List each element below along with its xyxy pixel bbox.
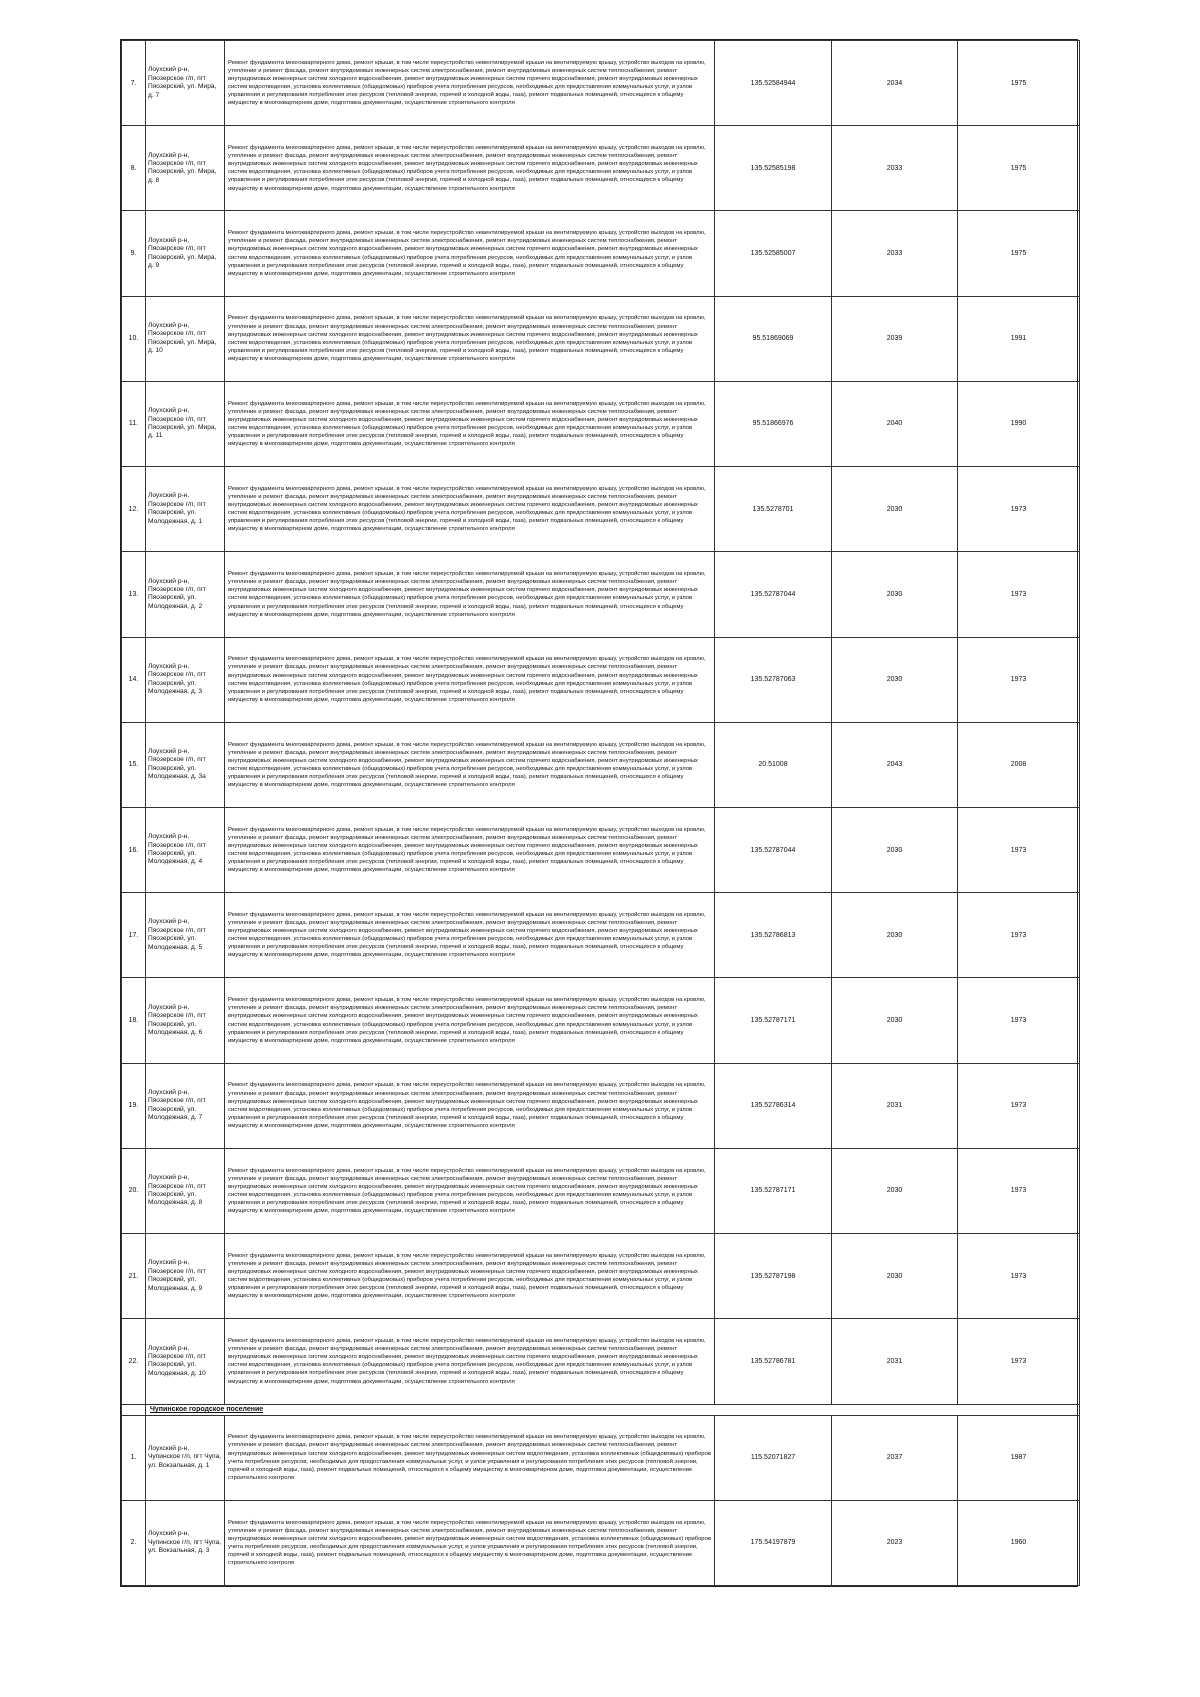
row-planned-year: 2030 — [832, 893, 958, 978]
row-address: Лоухский р-н, Пяозерское г/п, пгт Пяозерский, ул. Молодежная, д. 4 — [146, 807, 225, 892]
row-year-built: 1973 — [958, 1063, 1080, 1148]
table-row — [122, 722, 1080, 807]
row-work-description: Ремонт фундамента многоквартирного дома, ремонт крыши, в том числе переустройство невентилируемой крыши на вентилируемую крышу, устройство выходов на кровлю, утепление и ремонт фасада, ремонт внутридомовых инженерных систем электроснабжения, ремонт внутридомовых инженерных систем теплоснабжения, ремонт внутридомовых инженерных систем холодного водоснабжения, ремонт внутридомовых инженерных систем горячего водоснабжения, ремонт внутридомовых инженерных систем водоотведения, установка коллективных (общедомовых) приборов учета потребления ресурсов, необходимых для предоставления коммунальных услуг, и узлов управления и регулирования потребления этих ресурсов (тепловой энергии, горячей и холодной воды, газа), ремонт подвальных помещений, относящихся к общему имуществу в многоквартирном доме, подготовка документации, осуществление строительного контроля — [225, 552, 715, 637]
row-number: 15. — [122, 722, 146, 807]
row-planned-year: 2030 — [832, 978, 958, 1063]
row-area-value: 135.52786314 — [715, 1063, 832, 1148]
row-address: Лоухский р-н, Пяозерское г/п, пгт Пяозерский, ул. Молодежная, д. 9 — [146, 1234, 225, 1319]
row-address: Лоухский р-н, Пяозерское г/п, пгт Пяозерский, ул. Мира, д. 7 — [146, 41, 225, 126]
row-number: 14. — [122, 637, 146, 722]
row-address: Лоухский р-н, Пяозерское г/п, пгт Пяозерский, ул. Мира, д. 11 — [146, 381, 225, 466]
table-row — [122, 893, 1080, 978]
row-number: 20. — [122, 1148, 146, 1233]
row-planned-year: 2030 — [832, 637, 958, 722]
row-area-value: 135.52584944 — [715, 41, 832, 126]
section-title: Чупинское городское поселение — [146, 1404, 1080, 1415]
table-row — [122, 467, 1080, 552]
row-work-description: Ремонт фундамента многоквартирного дома, ремонт крыши, в том числе переустройство невентилируемой крыши на вентилируемую крышу, устройство выходов на кровлю, утепление и ремонт фасада, ремонт внутридомовых инженерных систем электроснабжения, ремонт внутридомовых инженерных систем теплоснабжения, ремонт внутридомовых инженерных систем холодного водоснабжения, ремонт внутридомовых инженерных систем водоотведения, установка коллективных (общедомовых) приборов учета потребления ресурсов, необходимых для предоставления коммунальных услуг, и узлов управления и регулирования потребления этих ресурсов (тепловой энергии, горячей и холодной воды, газа), ремонт подвальных помещений, относящихся к общему имуществу в многоквартирном доме, подготовка документации, осуществление строительного контроля — [225, 1415, 715, 1500]
row-area-value: 95.51866976 — [715, 381, 832, 466]
row-work-description: Ремонт фундамента многоквартирного дома, ремонт крыши, в том числе переустройство невентилируемой крыши на вентилируемую крышу, устройство выходов на кровлю, утепление и ремонт фасада, ремонт внутридомовых инженерных систем электроснабжения, ремонт внутридомовых инженерных систем теплоснабжения, ремонт внутридомовых инженерных систем холодного водоснабжения, ремонт внутридомовых инженерных систем горячего водоснабжения, ремонт внутридомовых инженерных систем водоотведения, установка коллективных (общедомовых) приборов учета потребления ресурсов, необходимых для предоставления коммунальных услуг, и узлов управления и регулирования потребления этих ресурсов (тепловой энергии, горячей и холодной воды, газа), ремонт подвальных помещений, относящихся к общему имуществу в многоквартирном доме, подготовка документации, осуществление строительного контроля — [225, 807, 715, 892]
row-work-description: Ремонт фундамента многоквартирного дома, ремонт крыши, в том числе переустройство невентилируемой крыши на вентилируемую крышу, устройство выходов на кровлю, утепление и ремонт фасада, ремонт внутридомовых инженерных систем электроснабжения, ремонт внутридомовых инженерных систем теплоснабжения, ремонт внутридомовых инженерных систем холодного водоснабжения, ремонт внутридомовых инженерных систем горячего водоснабжения, ремонт внутридомовых инженерных систем водоотведения, установка коллективных (общедомовых) приборов учета потребления ресурсов, необходимых для предоставления коммунальных услуг, и узлов управления и регулирования потребления этих ресурсов (тепловой энергии, горячей и холодной воды, газа), ремонт подвальных помещений, относящихся к общему имуществу в многоквартирном доме, подготовка документации, осуществление строительного контроля — [225, 296, 715, 381]
row-work-description: Ремонт фундамента многоквартирного дома, ремонт крыши, в том числе переустройство невентилируемой крыши на вентилируемую крышу, устройство выходов на кровлю, утепление и ремонт фасада, ремонт внутридомовых инженерных систем электроснабжения, ремонт внутридомовых инженерных систем теплоснабжения, ремонт внутридомовых инженерных систем холодного водоснабжения, ремонт внутридомовых инженерных систем горячего водоснабжения, ремонт внутридомовых инженерных систем водоотведения, установка коллективных (общедомовых) приборов учета потребления ресурсов, необходимых для предоставления коммунальных услуг, и узлов управления и регулирования потребления этих ресурсов (тепловой энергии, горячей и холодной воды, газа), ремонт подвальных помещений, относящихся к общему имуществу в многоквартирном доме, подготовка документации, осуществление строительного контроля — [225, 1148, 715, 1233]
row-address: Лоухский р-н, Пяозерское г/п, пгт Пяозерский, ул. Молодежная, д. 7 — [146, 1063, 225, 1148]
row-year-built: 1973 — [958, 467, 1080, 552]
table-row — [122, 1063, 1080, 1148]
row-work-description: Ремонт фундамента многоквартирного дома, ремонт крыши, в том числе переустройство невентилируемой крыши на вентилируемую крышу, устройство выходов на кровлю, утепление и ремонт фасада, ремонт внутридомовых инженерных систем электроснабжения, ремонт внутридомовых инженерных систем теплоснабжения, ремонт внутридомовых инженерных систем холодного водоснабжения, ремонт внутридомовых инженерных систем горячего водоснабжения, ремонт внутридомовых инженерных систем водоотведения, установка коллективных (общедомовых) приборов учета потребления ресурсов, необходимых для предоставления коммунальных услуг, и узлов управления и регулирования потребления этих ресурсов (тепловой энергии, горячей и холодной воды, газа), ремонт подвальных помещений, относящихся к общему имуществу в многоквартирном доме, подготовка документации, осуществление строительного контроля — [225, 637, 715, 722]
row-number: 9. — [122, 211, 146, 296]
row-work-description: Ремонт фундамента многоквартирного дома, ремонт крыши, в том числе переустройство невентилируемой крыши на вентилируемую крышу, устройство выходов на кровлю, утепление и ремонт фасада, ремонт внутридомовых инженерных систем электроснабжения, ремонт внутридомовых инженерных систем теплоснабжения, ремонт внутридомовых инженерных систем холодного водоснабжения, ремонт внутридомовых инженерных систем горячего водоснабжения, ремонт внутридомовых инженерных систем водоотведения, установка коллективных (общедомовых) приборов учета потребления ресурсов, необходимых для предоставления коммунальных услуг, и узлов управления и регулирования потребления этих ресурсов (тепловой энергии, горячей и холодной воды, газа), ремонт подвальных помещений, относящихся к общему имуществу в многоквартирном доме, подготовка документации, осуществление строительного контроля — [225, 211, 715, 296]
table-row — [122, 1319, 1080, 1404]
row-work-description: Ремонт фундамента многоквартирного дома, ремонт крыши, в том числе переустройство невентилируемой крыши на вентилируемую крышу, устройство выходов на кровлю, утепление и ремонт фасада, ремонт внутридомовых инженерных систем электроснабжения, ремонт внутридомовых инженерных систем теплоснабжения, ремонт внутридомовых инженерных систем холодного водоснабжения, ремонт внутридомовых инженерных систем горячего водоснабжения, ремонт внутридомовых инженерных систем водоотведения, установка коллективных (общедомовых) приборов учета потребления ресурсов, необходимых для предоставления коммунальных услуг, и узлов управления и регулирования потребления этих ресурсов (тепловой энергии, горячей и холодной воды, газа), ремонт подвальных помещений, относящихся к общему имуществу в многоквартирном доме, подготовка документации, осуществление строительного контроля — [225, 126, 715, 211]
row-address: Лоухский р-н, Пяозерское г/п, пгт Пяозерский, ул. Молодежная, д. 6 — [146, 978, 225, 1063]
row-planned-year: 2031 — [832, 1319, 958, 1404]
row-work-description: Ремонт фундамента многоквартирного дома, ремонт крыши, в том числе переустройство невентилируемой крыши на вентилируемую крышу, устройство выходов на кровлю, утепление и ремонт фасада, ремонт внутридомовых инженерных систем электроснабжения, ремонт внутридомовых инженерных систем теплоснабжения, ремонт внутридомовых инженерных систем холодного водоснабжения, ремонт внутридомовых инженерных систем водоотведения, установка коллективных (общедомовых) приборов учета потребления ресурсов, необходимых для предоставления коммунальных услуг, и узлов управления и регулирования потребления этих ресурсов (тепловой энергии, горячей и холодной воды, газа), ремонт подвальных помещений, относящихся к общему имуществу в многоквартирном доме, подготовка документации, осуществление строительного контроля — [225, 1500, 715, 1585]
row-number: 1. — [122, 1415, 146, 1500]
section-header-row — [122, 1404, 1080, 1415]
row-number: 10. — [122, 296, 146, 381]
row-number: 12. — [122, 467, 146, 552]
row-planned-year: 2033 — [832, 126, 958, 211]
row-work-description: Ремонт фундамента многоквартирного дома, ремонт крыши, в том числе переустройство невентилируемой крыши на вентилируемую крышу, устройство выходов на кровлю, утепление и ремонт фасада, ремонт внутридомовых инженерных систем электроснабжения, ремонт внутридомовых инженерных систем теплоснабжения, ремонт внутридомовых инженерных систем холодного водоснабжения, ремонт внутридомовых инженерных систем горячего водоснабжения, ремонт внутридомовых инженерных систем водоотведения, установка коллективных (общедомовых) приборов учета потребления ресурсов, необходимых для предоставления коммунальных услуг, и узлов управления и регулирования потребления этих ресурсов (тепловой энергии, горячей и холодной воды, газа), ремонт подвальных помещений, относящихся к общему имуществу в многоквартирном доме, подготовка документации, осуществление строительного контроля — [225, 41, 715, 126]
row-address: Лоухский р-н, Чупинское г/п, пгт Чупа, ул. Вокзальная, д. 3 — [146, 1500, 225, 1585]
row-area-value: 135.52585198 — [715, 126, 832, 211]
row-number: 7. — [122, 41, 146, 126]
row-area-value: 135.52585007 — [715, 211, 832, 296]
row-planned-year: 2030 — [832, 1234, 958, 1319]
row-year-built: 1990 — [958, 381, 1080, 466]
row-number: 22. — [122, 1319, 146, 1404]
row-address: Лоухский р-н, Пяозерское г/п, пгт Пяозерский, ул. Молодежная, д. 1 — [146, 467, 225, 552]
row-planned-year: 2030 — [832, 467, 958, 552]
row-planned-year: 2031 — [832, 1063, 958, 1148]
table-row — [122, 1234, 1080, 1319]
row-planned-year: 2040 — [832, 381, 958, 466]
row-year-built: 1973 — [958, 637, 1080, 722]
row-number: 16. — [122, 807, 146, 892]
row-area-value: 135.52787171 — [715, 978, 832, 1063]
row-work-description: Ремонт фундамента многоквартирного дома, ремонт крыши, в том числе переустройство невентилируемой крыши на вентилируемую крышу, устройство выходов на кровлю, утепление и ремонт фасада, ремонт внутридомовых инженерных систем электроснабжения, ремонт внутридомовых инженерных систем теплоснабжения, ремонт внутридомовых инженерных систем холодного водоснабжения, ремонт внутридомовых инженерных систем горячего водоснабжения, ремонт внутридомовых инженерных систем водоотведения, установка коллективных (общедомовых) приборов учета потребления ресурсов, необходимых для предоставления коммунальных услуг, и узлов управления и регулирования потребления этих ресурсов (тепловой энергии, горячей и холодной воды, газа), ремонт подвальных помещений, относящихся к общему имуществу в многоквартирном доме, подготовка документации, осуществление строительного контроля — [225, 381, 715, 466]
register-table-sheet — [120, 39, 1078, 1587]
row-area-value: 135.52787044 — [715, 552, 832, 637]
row-number: 17. — [122, 893, 146, 978]
table-row — [122, 1148, 1080, 1233]
row-planned-year: 2043 — [832, 722, 958, 807]
row-area-value: 135.52787171 — [715, 1148, 832, 1233]
table-row — [122, 552, 1080, 637]
row-year-built: 1973 — [958, 1319, 1080, 1404]
row-work-description: Ремонт фундамента многоквартирного дома, ремонт крыши, в том числе переустройство невентилируемой крыши на вентилируемую крышу, устройство выходов на кровлю, утепление и ремонт фасада, ремонт внутридомовых инженерных систем электроснабжения, ремонт внутридомовых инженерных систем теплоснабжения, ремонт внутридомовых инженерных систем холодного водоснабжения, ремонт внутридомовых инженерных систем горячего водоснабжения, ремонт внутридомовых инженерных систем водоотведения, установка коллективных (общедомовых) приборов учета потребления ресурсов, необходимых для предоставления коммунальных услуг, и узлов управления и регулирования потребления этих ресурсов (тепловой энергии, горячей и холодной воды, газа), ремонт подвальных помещений, относящихся к общему имуществу в многоквартирном доме, подготовка документации, осуществление строительного контроля — [225, 893, 715, 978]
table-row — [122, 211, 1080, 296]
row-address: Лоухский р-н, Пяозерское г/п, пгт Пяозерский, ул. Мира, д. 8 — [146, 126, 225, 211]
table-row — [122, 41, 1080, 126]
row-planned-year: 2030 — [832, 807, 958, 892]
row-work-description: Ремонт фундамента многоквартирного дома, ремонт крыши, в том числе переустройство невентилируемой крыши на вентилируемую крышу, устройство выходов на кровлю, утепление и ремонт фасада, ремонт внутридомовых инженерных систем электроснабжения, ремонт внутридомовых инженерных систем теплоснабжения, ремонт внутридомовых инженерных систем холодного водоснабжения, ремонт внутридомовых инженерных систем горячего водоснабжения, ремонт внутридомовых инженерных систем водоотведения, установка коллективных (общедомовых) приборов учета потребления ресурсов, необходимых для предоставления коммунальных услуг, и узлов управления и регулирования потребления этих ресурсов (тепловой энергии, горячей и холодной воды, газа), ремонт подвальных помещений, относящихся к общему имуществу в многоквартирном доме, подготовка документации, осуществление строительного контроля — [225, 467, 715, 552]
row-year-built: 2008 — [958, 722, 1080, 807]
row-year-built: 1991 — [958, 296, 1080, 381]
row-year-built: 1973 — [958, 1148, 1080, 1233]
row-year-built: 1973 — [958, 1234, 1080, 1319]
row-year-built: 1960 — [958, 1500, 1080, 1585]
row-planned-year: 2034 — [832, 41, 958, 126]
row-address: Лоухский р-н, Пяозерское г/п, пгт Пяозерский, ул. Молодежная, д. 10 — [146, 1319, 225, 1404]
table-row — [122, 381, 1080, 466]
row-number: 8. — [122, 126, 146, 211]
row-area-value: 135.52787044 — [715, 807, 832, 892]
row-year-built: 1975 — [958, 126, 1080, 211]
row-address: Лоухский р-н, Пяозерское г/п, пгт Пяозерский, ул. Мира, д. 10 — [146, 296, 225, 381]
row-planned-year: 2030 — [832, 1148, 958, 1233]
row-number: 13. — [122, 552, 146, 637]
row-number: 18. — [122, 978, 146, 1063]
table-row — [122, 978, 1080, 1063]
row-number: 19. — [122, 1063, 146, 1148]
row-planned-year: 2039 — [832, 296, 958, 381]
row-area-value: 175.54197879 — [715, 1500, 832, 1585]
row-address: Лоухский р-н, Пяозерское г/п, пгт Пяозерский, ул. Молодежная, д. 3 — [146, 637, 225, 722]
table-row — [122, 1500, 1080, 1585]
row-address: Лоухский р-н, Пяозерское г/п, пгт Пяозерский, ул. Мира, д. 9 — [146, 211, 225, 296]
row-year-built: 1973 — [958, 893, 1080, 978]
row-number: 2. — [122, 1500, 146, 1585]
row-work-description: Ремонт фундамента многоквартирного дома, ремонт крыши, в том числе переустройство невентилируемой крыши на вентилируемую крышу, устройство выходов на кровлю, утепление и ремонт фасада, ремонт внутридомовых инженерных систем электроснабжения, ремонт внутридомовых инженерных систем теплоснабжения, ремонт внутридомовых инженерных систем холодного водоснабжения, ремонт внутридомовых инженерных систем горячего водоснабжения, ремонт внутридомовых инженерных систем водоотведения, установка коллективных (общедомовых) приборов учета потребления ресурсов, необходимых для предоставления коммунальных услуг, и узлов управления и регулирования потребления этих ресурсов (тепловой энергии, горячей и холодной воды, газа), ремонт подвальных помещений, относящихся к общему имуществу в многоквартирном доме, подготовка документации, осуществление строительного контроля — [225, 1234, 715, 1319]
row-address: Лоухский р-н, Пяозерское г/п, пгт Пяозерский, ул. Молодежная, д. 3а — [146, 722, 225, 807]
row-work-description: Ремонт фундамента многоквартирного дома, ремонт крыши, в том числе переустройство невентилируемой крыши на вентилируемую крышу, устройство выходов на кровлю, утепление и ремонт фасада, ремонт внутридомовых инженерных систем электроснабжения, ремонт внутридомовых инженерных систем теплоснабжения, ремонт внутридомовых инженерных систем холодного водоснабжения, ремонт внутридомовых инженерных систем горячего водоснабжения, ремонт внутридомовых инженерных систем водоотведения, установка коллективных (общедомовых) приборов учета потребления ресурсов, необходимых для предоставления коммунальных услуг, и узлов управления и регулирования потребления этих ресурсов (тепловой энергии, горячей и холодной воды, газа), ремонт подвальных помещений, относящихся к общему имуществу в многоквартирном доме, подготовка документации, осуществление строительного контроля — [225, 1063, 715, 1148]
row-area-value: 135.5278701 — [715, 467, 832, 552]
register-table-body — [122, 41, 1080, 1586]
row-address: Лоухский р-н, Пяозерское г/п, пгт Пяозерский, ул. Молодежная, д. 2 — [146, 552, 225, 637]
row-area-value: 135.52787198 — [715, 1234, 832, 1319]
row-planned-year: 2033 — [832, 211, 958, 296]
row-work-description: Ремонт фундамента многоквартирного дома, ремонт крыши, в том числе переустройство невентилируемой крыши на вентилируемую крышу, устройство выходов на кровлю, утепление и ремонт фасада, ремонт внутридомовых инженерных систем электроснабжения, ремонт внутридомовых инженерных систем теплоснабжения, ремонт внутридомовых инженерных систем холодного водоснабжения, ремонт внутридомовых инженерных систем горячего водоснабжения, ремонт внутридомовых инженерных систем водоотведения, установка коллективных (общедомовых) приборов учета потребления ресурсов, необходимых для предоставления коммунальных услуг, и узлов управления и регулирования потребления этих ресурсов (тепловой энергии, горячей и холодной воды, газа), ремонт подвальных помещений, относящихся к общему имуществу в многоквартирном доме, подготовка документации, осуществление строительного контроля — [225, 978, 715, 1063]
row-year-built: 1973 — [958, 807, 1080, 892]
row-planned-year: 2037 — [832, 1415, 958, 1500]
row-year-built: 1975 — [958, 211, 1080, 296]
row-area-value: 115.52071827 — [715, 1415, 832, 1500]
row-year-built: 1975 — [958, 41, 1080, 126]
row-area-value: 20.51008 — [715, 722, 832, 807]
row-year-built: 1973 — [958, 978, 1080, 1063]
row-area-value: 135.52786813 — [715, 893, 832, 978]
row-year-built: 1987 — [958, 1415, 1080, 1500]
table-row — [122, 296, 1080, 381]
row-planned-year: 2023 — [832, 1500, 958, 1585]
table-row — [122, 126, 1080, 211]
register-table — [121, 40, 1080, 1586]
row-number: 21. — [122, 1234, 146, 1319]
row-year-built: 1973 — [958, 552, 1080, 637]
row-number: 11. — [122, 381, 146, 466]
row-address: Лоухский р-н, Пяозерское г/п, пгт Пяозерский, ул. Молодежная, д. 5 — [146, 893, 225, 978]
row-area-value: 135.52786781 — [715, 1319, 832, 1404]
row-area-value: 135.52787063 — [715, 637, 832, 722]
row-work-description: Ремонт фундамента многоквартирного дома, ремонт крыши, в том числе переустройство невентилируемой крыши на вентилируемую крышу, устройство выходов на кровлю, утепление и ремонт фасада, ремонт внутридомовых инженерных систем электроснабжения, ремонт внутридомовых инженерных систем теплоснабжения, ремонт внутридомовых инженерных систем холодного водоснабжения, ремонт внутридомовых инженерных систем горячего водоснабжения, ремонт внутридомовых инженерных систем водоотведения, установка коллективных (общедомовых) приборов учета потребления ресурсов, необходимых для предоставления коммунальных услуг, и узлов управления и регулирования потребления этих ресурсов (тепловой энергии, горячей и холодной воды, газа), ремонт подвальных помещений, относящихся к общему имуществу в многоквартирном доме, подготовка документации, осуществление строительного контроля — [225, 1319, 715, 1404]
row-area-value: 95.51869069 — [715, 296, 832, 381]
row-address: Лоухский р-н, Пяозерское г/п, пгт Пяозерский, ул. Молодежная, д. 8 — [146, 1148, 225, 1233]
row-work-description: Ремонт фундамента многоквартирного дома, ремонт крыши, в том числе переустройство невентилируемой крыши на вентилируемую крышу, устройство выходов на кровлю, утепление и ремонт фасада, ремонт внутридомовых инженерных систем электроснабжения, ремонт внутридомовых инженерных систем теплоснабжения, ремонт внутридомовых инженерных систем холодного водоснабжения, ремонт внутридомовых инженерных систем горячего водоснабжения, ремонт внутридомовых инженерных систем водоотведения, установка коллективных (общедомовых) приборов учета потребления ресурсов, необходимых для предоставления коммунальных услуг, и узлов управления и регулирования потребления этих ресурсов (тепловой энергии, горячей и холодной воды, газа), ремонт подвальных помещений, относящихся к общему имуществу в многоквартирном доме, подготовка документации, осуществление строительного контроля — [225, 722, 715, 807]
section-blank-cell — [122, 1404, 146, 1415]
table-row — [122, 807, 1080, 892]
table-row — [122, 1415, 1080, 1500]
row-address: Лоухский р-н, Чупинское г/п, пгт Чупа, ул. Вокзальная, д. 1 — [146, 1415, 225, 1500]
row-planned-year: 2030 — [832, 552, 958, 637]
table-row — [122, 637, 1080, 722]
